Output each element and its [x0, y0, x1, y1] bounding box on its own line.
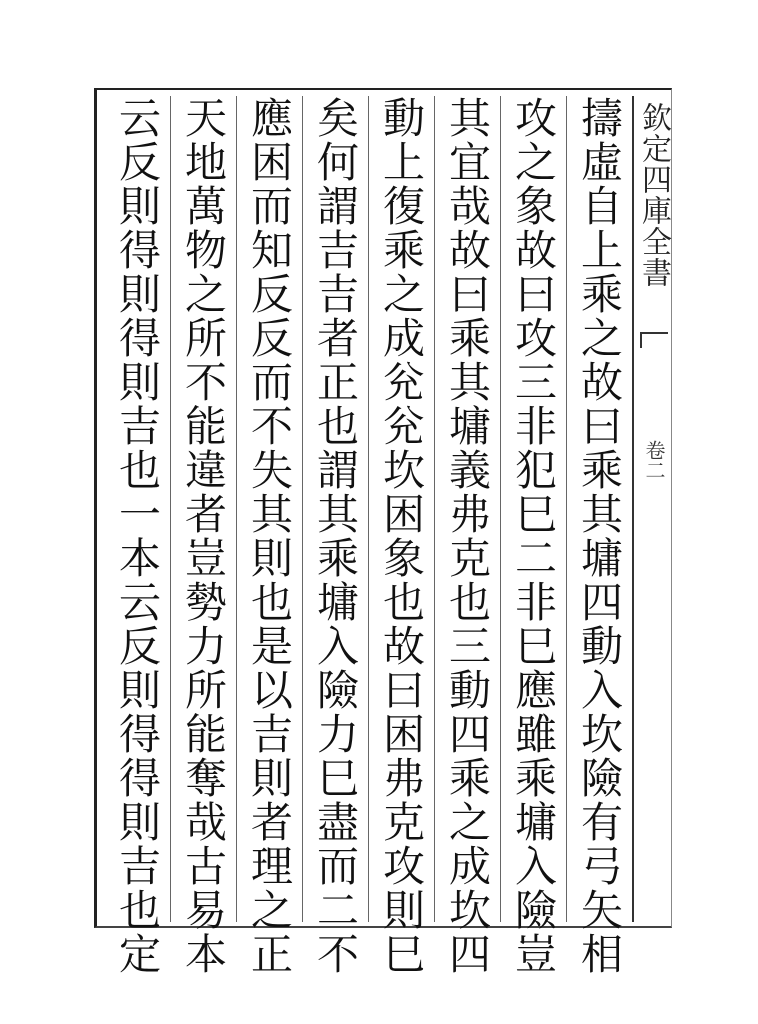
column-text: 攻之象故曰攻三非犯巳二非巳應雖乘墉入險豈: [509, 96, 558, 976]
column-text: 云反則得則得則吉也一本云反則得得則吉也定: [113, 96, 162, 976]
text-column-7: [170, 96, 236, 976]
text-column-3: [434, 96, 500, 976]
fish-tail-mark: [640, 332, 668, 348]
column-text: 天地萬物之所不能違者豈勢力所能奪哉古易本: [179, 96, 228, 976]
text-column-5: [302, 96, 368, 976]
column-text: 其宜哉故曰乘其墉義弗克也三動四乘之成坎四: [443, 96, 492, 976]
text-column-8: [104, 96, 170, 976]
text-column-6: [236, 96, 302, 976]
column-text: 矣何謂吉吉者正也謂其乘墉入險力巳盡而二不: [311, 96, 360, 976]
text-column-4: [368, 96, 434, 976]
margin-juan: 卷二: [642, 440, 666, 480]
text-column-2: [500, 96, 566, 976]
column-text: 應困而知反反而不失其則也是以吉則者理之正: [245, 96, 294, 976]
margin-title: 欽定四庫全書: [636, 102, 671, 288]
column-text: 擣虛自上乘之故曰乘其墉四動入坎險有弓矢相: [575, 96, 624, 976]
text-column-1: [566, 96, 632, 976]
column-text: 動上復乘之成兊兊坎困象也故曰困弗克攻則巳: [377, 96, 426, 976]
